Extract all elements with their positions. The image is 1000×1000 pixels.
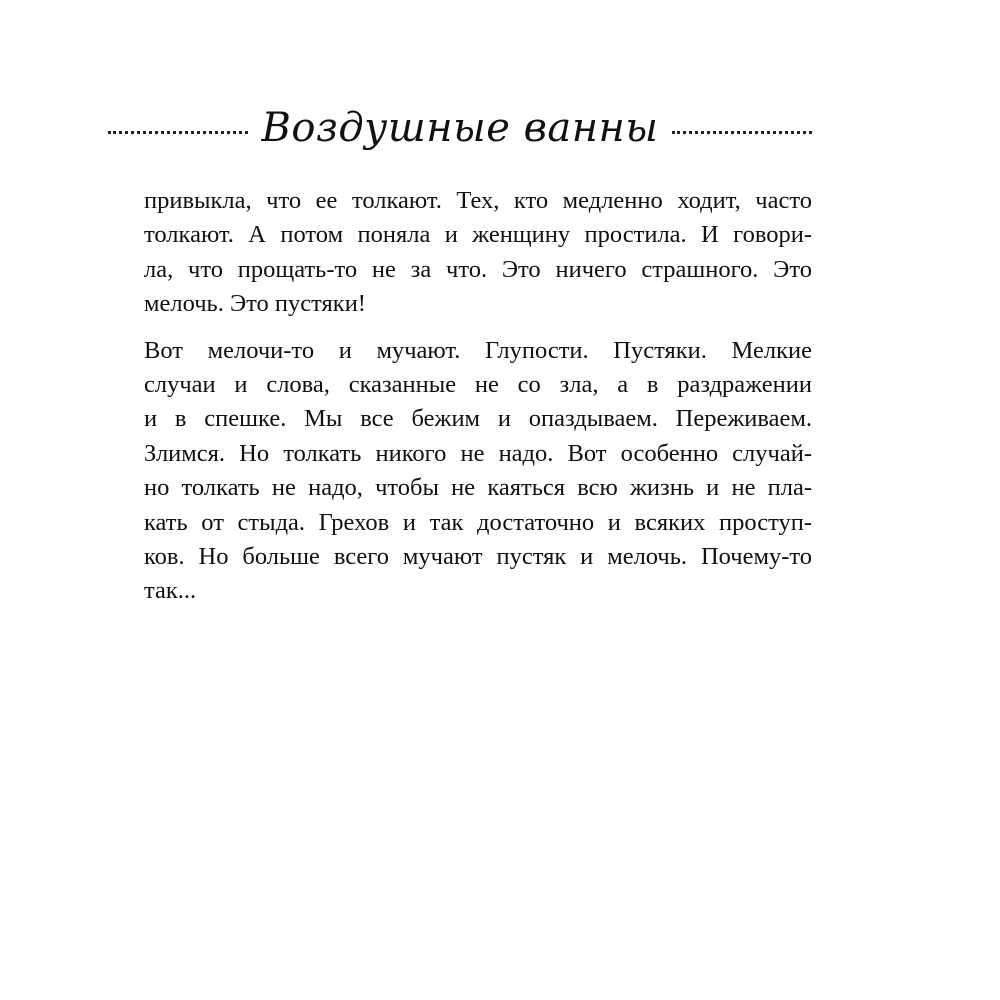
running-header: [108, 88, 812, 168]
text-line: мелочь. Это пустяки!: [144, 290, 366, 318]
dotted-rule-left: [108, 131, 248, 134]
body-text: [144, 184, 812, 609]
text-line: кать от стыда. Грехов и так достаточно и всяких проступ-: [144, 508, 812, 536]
text-line: ла, что прощать-то не за что. Это ничего страшного. Это: [144, 255, 812, 283]
text-line: Злимся. Но толкать никого не надо. Вот особенно случай-: [144, 439, 812, 467]
text-line: привыкла, что ее толкают. Тех, кто медленно ходит, часто: [144, 187, 812, 214]
text-line: и в спешке. Мы все бежим и опаздываем. Переживаем.: [144, 405, 812, 433]
text-line: толкают. А потом поняла и женщину простила. И говори-: [144, 221, 812, 249]
text-line: случаи и слова, сказанные не со зла, а в раздражении: [144, 371, 812, 399]
text-line: так...: [144, 577, 197, 605]
text-line: но толкать не надо, чтобы не каяться всю жизнь и не пла-: [144, 474, 812, 502]
paragraph-2: [144, 334, 812, 609]
paragraph-1: [144, 184, 812, 322]
text-line: Вот мелочи-то и мучают. Глупости. Пустяки. Мелкие: [144, 336, 812, 364]
dotted-rule-right: [672, 131, 812, 134]
text-line: ков. Но больше всего мучают пустяк и мелочь. Почему-то: [144, 543, 812, 571]
chapter-title: Воздушные ванны: [261, 105, 659, 151]
